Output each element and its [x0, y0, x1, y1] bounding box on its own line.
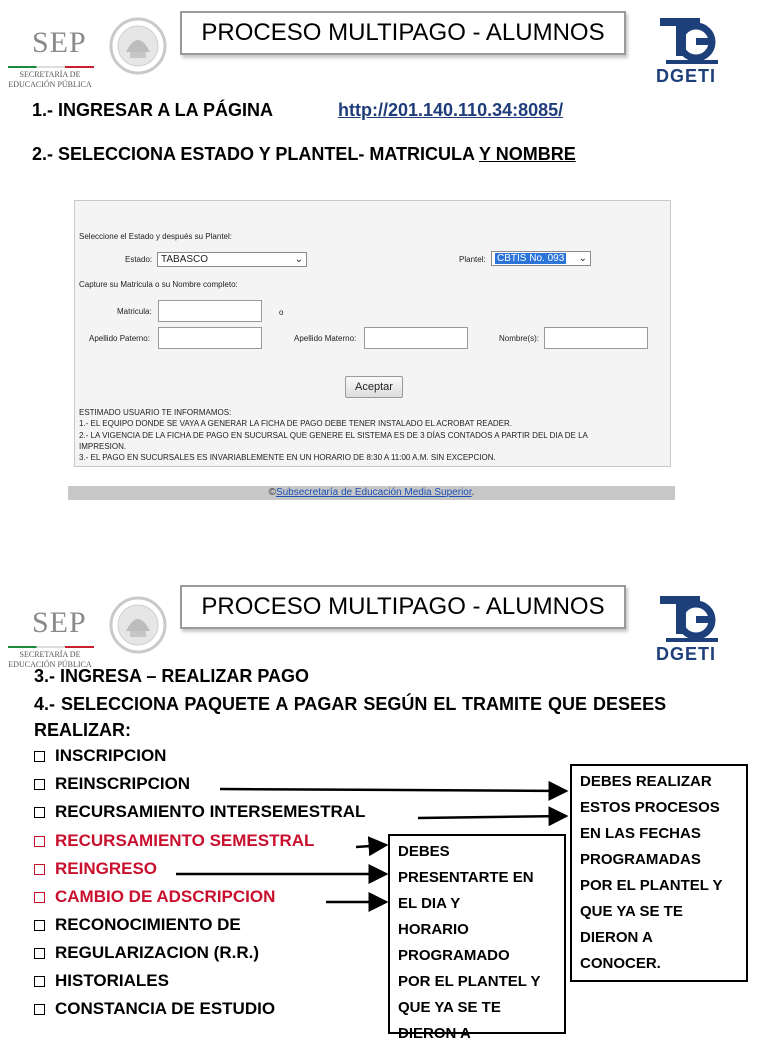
tramite-item-label: RECONOCIMIENTO DE [55, 915, 241, 934]
step-3: 3.- INGRESA – REALIZAR PAGO [34, 666, 310, 686]
plantel-value: CBTIS No. 093 [497, 253, 565, 264]
step-1-url-link[interactable]: http://201.140.110.34:8085/ [338, 100, 564, 120]
matricula-label: Matricula: [117, 307, 152, 316]
note-middle [388, 834, 566, 1042]
tramite-item-label: RECURSAMIENTO SEMESTRAL [55, 831, 315, 850]
note-line: POR EL PLANTEL Y [398, 973, 541, 990]
tramite-item-label: REGULARIZACION (R.R.) [55, 943, 259, 962]
step-4-line2: REALIZAR: [34, 720, 131, 740]
note-line: PROGRAMADO [398, 947, 510, 964]
page-title: PROCESO MULTIPAGO - ALUMNOS [180, 11, 626, 55]
note-line: QUE YA SE TE [580, 903, 683, 920]
plantel-label: Plantel: [459, 255, 486, 264]
notice-2b: IMPRESION. [79, 442, 127, 451]
nombres-label: Nombre(s): [499, 334, 540, 343]
estado-label: Estado: [125, 255, 153, 264]
tramite-item-label: CAMBIO DE ADSCRIPCION [55, 887, 276, 906]
notice-title: ESTIMADO USUARIO TE INFORMAMOS: [79, 408, 232, 417]
note-line: HORARIO [398, 921, 469, 938]
or-label: o [279, 308, 284, 317]
sep-sub-line1: SECRETARÍA DE [19, 70, 81, 79]
footer-end: . [471, 487, 475, 498]
arrow-recursamiento-intersemestral [418, 816, 566, 818]
notice-1: 1.- EL EQUIPO DONDE SE VAYA A GENERAR LA FICHA DE PAGO DEBE TENER INSTALADO EL ACROBAT READER. [79, 419, 513, 428]
note-line: EL DIA Y [398, 895, 461, 912]
notice-3: 3.- EL PAGO EN SUCURSALES ES INVARIABLEMENTE EN UN HORARIO DE 8:30 A 11:00 A.M. SIN EXCEPCION. [79, 453, 496, 462]
note-line: POR EL PLANTEL Y [580, 877, 723, 894]
apellido-paterno-label: Apellido Paterno: [89, 334, 150, 343]
tramite-item-label: HISTORIALES [55, 971, 169, 990]
form-instruction-2: Capture su Matricula o su Nombre completo: [79, 280, 238, 289]
note-line: DIERON A [580, 929, 653, 946]
footer-copyright: © [268, 487, 276, 498]
note-line: CONOCER. [580, 955, 661, 972]
arrow-recursamiento-semestral [356, 845, 386, 847]
tramite-item-label: REINGRESO [55, 859, 158, 878]
step-2-text: 2.- SELECCIONA ESTADO Y PLANTEL- MATRICULA [32, 144, 480, 164]
note-line: DEBES [398, 843, 450, 860]
chevron-down-icon: ⌄ [578, 253, 587, 264]
note-line: DIERON A [398, 1025, 471, 1042]
aceptar-button[interactable]: Aceptar [345, 376, 403, 398]
note-line: PRESENTARTE EN [398, 869, 534, 886]
note-line: QUE YA SE TE [398, 999, 501, 1016]
note-line: PROGRAMADAS [580, 851, 701, 868]
note-line: DEBES REALIZAR [580, 773, 712, 790]
tramite-item-label: CONSTANCIA DE ESTUDIO [55, 999, 276, 1018]
note-right [570, 764, 748, 982]
arrow-reinscripcion [220, 789, 566, 791]
tramite-item-label: INSCRIPCION [55, 746, 167, 765]
dgeti-text: DGETI [656, 644, 717, 664]
sep-logo-text: SEP [32, 26, 87, 59]
page-title-2: PROCESO MULTIPAGO - ALUMNOS [180, 585, 626, 629]
step-4-line1: 4.- SELECCIONA PAQUETE A PAGAR SEGÚN EL TRAMITE QUE DESEES [34, 694, 667, 714]
step-2-underlined: Y NOMBRE [479, 144, 576, 164]
note-line: EN LAS FECHAS [580, 825, 701, 842]
estado-value: TABASCO [161, 254, 209, 265]
tramite-item-label: RECURSAMIENTO INTERSEMESTRAL [55, 802, 366, 821]
notice-2a: 2.- LA VIGENCIA DE LA FICHA DE PAGO EN SUCURSAL QUE GENERE EL SISTEMA ES DE 3 DÍAS CONTADOS A PARTIR DEL DIA DE LA [79, 431, 588, 440]
sep-sub-line2: EDUCACIÓN PÚBLICA [8, 80, 92, 89]
footer-link[interactable]: Subsecretaría de Educación Media Superior [275, 487, 472, 498]
form-instruction-1: Seleccione el Estado y después su Plantel: [79, 232, 232, 241]
sep-sub-line2: EDUCACIÓN PÚBLICA [8, 660, 92, 669]
sep-sub-line1: SECRETARÍA DE [19, 650, 81, 659]
apellido-materno-label: Apellido Materno: [294, 334, 357, 343]
sep-logo-text: SEP [32, 606, 87, 639]
tramite-item-label: REINSCRIPCION [55, 774, 191, 793]
step-1-label: 1.- INGRESAR A LA PÁGINA [32, 100, 274, 120]
chevron-down-icon: ⌄ [294, 254, 303, 265]
dgeti-text: DGETI [656, 66, 717, 86]
note-line: ESTOS PROCESOS [580, 799, 720, 816]
